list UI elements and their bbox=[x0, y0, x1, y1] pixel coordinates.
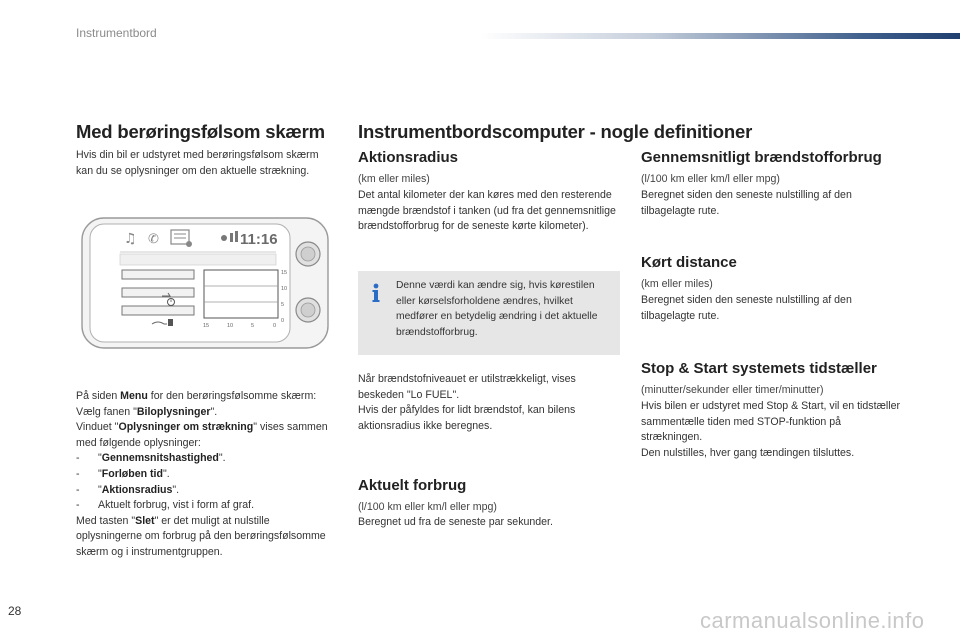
section-label: Instrumentbord bbox=[76, 26, 157, 40]
aktuelt-unit: (l/100 km eller km/l eller mpg) bbox=[358, 501, 497, 513]
aktionsradius-text: Det antal kilometer der kan køres med den resterende mængde brændstof i tanken (ud fra det gennemsnitlige brændstofforbrug for de seneste kørte kilometer). bbox=[358, 189, 616, 233]
status-icon bbox=[221, 235, 227, 241]
list-item bbox=[76, 483, 338, 499]
watermark: carmanualsonline.info bbox=[700, 608, 925, 633]
tab-speed bbox=[122, 270, 194, 279]
stopstart-unit: (minutter/sekunder eller timer/minutter) bbox=[641, 384, 824, 396]
instr-p3 bbox=[76, 514, 338, 561]
main-title: Instrumentbordscomputer - nogle definitioner bbox=[358, 121, 753, 142]
clock-readout: 11:16 bbox=[240, 231, 278, 248]
step-post: ". bbox=[210, 405, 218, 418]
list-item bbox=[76, 498, 338, 514]
list-item bbox=[76, 467, 338, 483]
graph-x-tick: 15 bbox=[203, 323, 210, 329]
list-dash: - bbox=[76, 499, 80, 512]
list-post: ". bbox=[172, 483, 180, 496]
instr-p1-pre: På siden bbox=[76, 390, 121, 402]
list-bold: Aktionsradius bbox=[101, 483, 173, 496]
graph-x-tick: 10 bbox=[227, 323, 234, 329]
instr-p1-post: for den berøringsfølsomme skærm: bbox=[147, 390, 317, 402]
instr-p1-bold: Menu bbox=[120, 390, 148, 402]
tab-range bbox=[122, 306, 194, 315]
list-pre: Aktuelt forbrug, vist i form af graf. bbox=[98, 499, 255, 512]
graph-x-tick: 5 bbox=[251, 323, 255, 329]
fuel-pump-icon bbox=[168, 319, 173, 326]
list-pre: " bbox=[98, 467, 102, 480]
list-post: ". bbox=[218, 452, 226, 465]
instr-step bbox=[76, 405, 338, 421]
stopstart-text2: Den nulstilles, hver gang tændingen tilsluttes. bbox=[641, 447, 855, 459]
lowfuel-line1: Når brændstofniveauet er utilstrækkeligt, vises beskeden "Lo FUEL". bbox=[358, 373, 576, 401]
page-number: 28 bbox=[8, 604, 22, 618]
list-dash: - bbox=[76, 483, 80, 496]
graph-y-tick: 15 bbox=[281, 270, 288, 276]
list-post: ". bbox=[162, 467, 170, 480]
aktionsradius-title: Aktionsradius bbox=[358, 149, 459, 166]
koert-title: Kørt distance bbox=[641, 254, 737, 271]
info-text: Denne værdi kan ændre sig, hvis kørestilen eller kørselsforholdene ændres, hvilket medfører en betydelig ændring i det aktuelle brændstofforbrug. bbox=[396, 280, 598, 338]
list-pre: " bbox=[98, 452, 102, 465]
touchscreen-drawing bbox=[80, 216, 330, 350]
graph-x-tick: 0 bbox=[273, 323, 277, 329]
graph-y-tick: 5 bbox=[281, 302, 285, 308]
header-gradient-bar bbox=[480, 33, 960, 39]
left-intro: Hvis din bil er udstyret med berøringsfølsom skærm kan du se oplysninger om den aktuelle strækning. bbox=[76, 149, 319, 177]
step-bold: Biloplysninger bbox=[136, 405, 211, 418]
left-instructions bbox=[76, 389, 338, 561]
music-note-icon: ♫ bbox=[124, 231, 137, 247]
stopstart-title: Stop & Start systemets tidstæller bbox=[641, 360, 877, 377]
gennemsnit-unit: (l/100 km eller km/l eller mpg) bbox=[641, 173, 780, 185]
list-dash: - bbox=[76, 467, 80, 480]
instr-p3-bold: Slet bbox=[135, 514, 155, 527]
koert-text: Beregnet siden den seneste nulstilling af den tilbagelagte rute. bbox=[641, 294, 852, 322]
gennemsnit-text: Beregnet siden den seneste nulstilling af den tilbagelagte rute. bbox=[641, 189, 852, 217]
aktionsradius-unit: (km eller miles) bbox=[358, 173, 430, 185]
list-dash: - bbox=[76, 452, 80, 465]
instr-p2 bbox=[76, 420, 338, 451]
gennemsnit-title: Gennemsnitligt brændstofforbrug bbox=[641, 149, 882, 166]
instr-p1 bbox=[76, 389, 338, 405]
graph-y-tick: 0 bbox=[281, 318, 285, 324]
stopstart-text: Hvis bilen er udstyret med Stop & Start, vil en tidstæller sammentælle tiden med STOP-funktion på strækningen. bbox=[641, 400, 901, 444]
phone-icon: ✆ bbox=[148, 232, 159, 247]
info-icon bbox=[371, 283, 381, 303]
koert-unit: (km eller miles) bbox=[641, 278, 713, 290]
instr-p3-post: " er det muligt at nulstille oplysningerne om forbrug på den berøringsfølsomme skærm og i instrumentgruppen. bbox=[76, 514, 326, 558]
left-title: Med berøringsfølsom skærm bbox=[76, 121, 325, 142]
step-pre: Vælg fanen " bbox=[76, 405, 137, 418]
list-item bbox=[76, 451, 338, 467]
tab-time bbox=[122, 288, 194, 297]
list-bold: Forløben tid bbox=[101, 467, 163, 480]
instr-p2-pre: Vinduet " bbox=[76, 421, 119, 434]
instr-p2-bold: Oplysninger om strækning bbox=[118, 421, 254, 434]
aktuelt-title: Aktuelt forbrug bbox=[358, 477, 467, 494]
instr-p2-post: " vises sammen med følgende oplysninger: bbox=[76, 421, 328, 449]
lowfuel-line2: Hvis der påfyldes for lidt brændstof, kan bilens aktionsradius ikke beregnes. bbox=[358, 404, 576, 432]
graph-y-tick: 10 bbox=[281, 286, 288, 292]
info-list bbox=[76, 451, 338, 513]
instr-p3-pre: Med tasten " bbox=[76, 514, 136, 527]
list-pre: " bbox=[98, 483, 102, 496]
list-bold: Gennemsnitshastighed bbox=[101, 452, 219, 465]
consumption-graph-frame bbox=[204, 270, 278, 318]
aktuelt-text: Beregnet ud fra de seneste par sekunder. bbox=[358, 516, 553, 528]
touchscreen-illustration bbox=[80, 216, 330, 350]
